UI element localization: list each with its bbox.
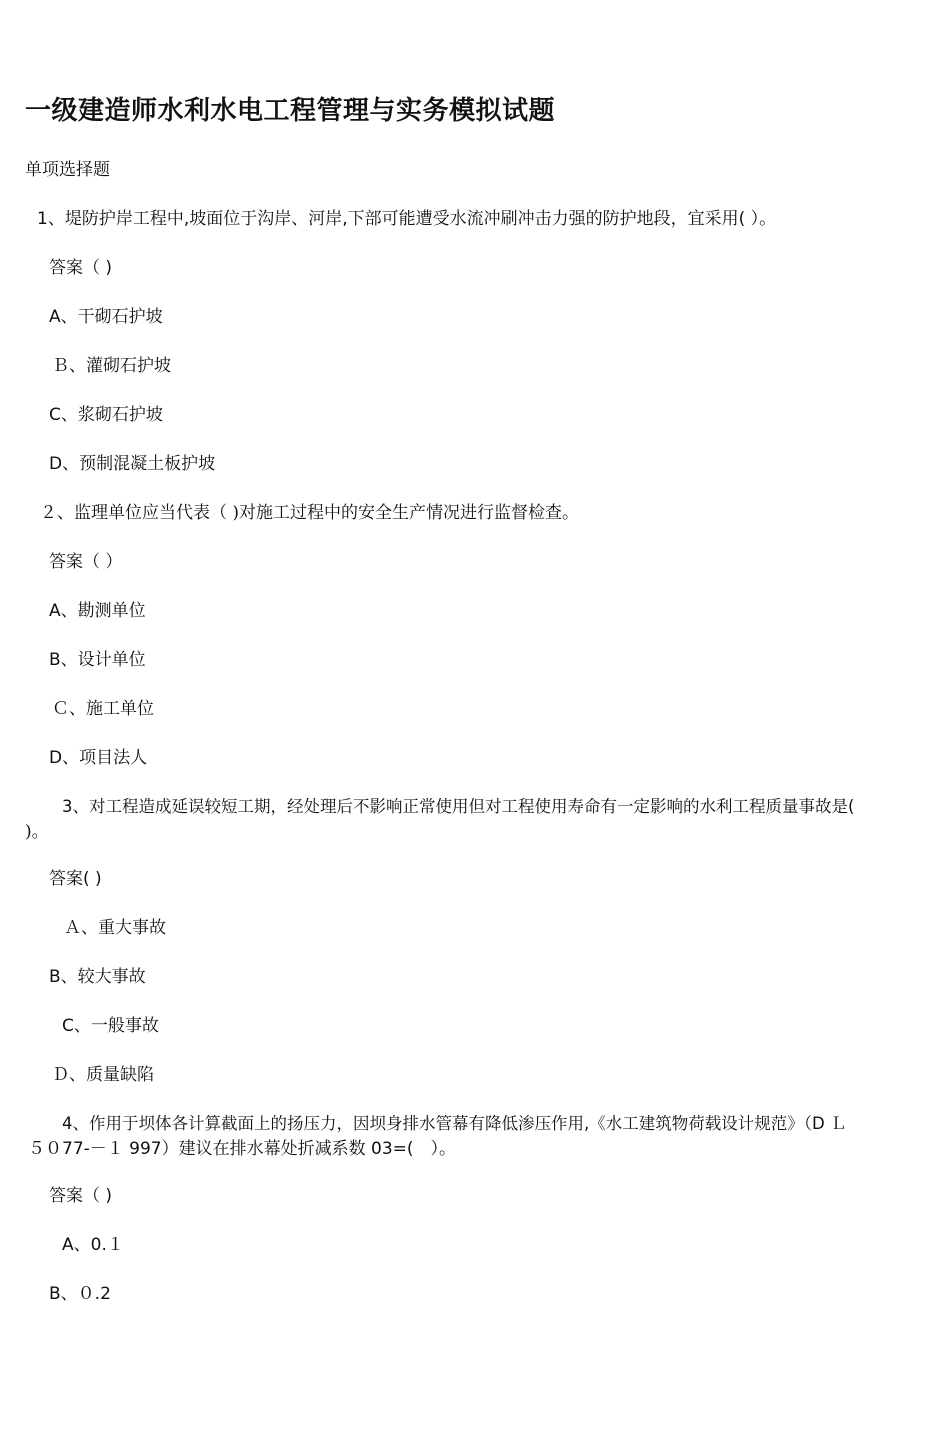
- question-2-option-d: D、项目法人: [49, 748, 148, 768]
- section-heading: 单项选择题: [25, 160, 110, 180]
- question-3-answer: 答案( ): [49, 869, 102, 889]
- question-3-stem-line-1: 3、对工程造成延误较短工期，经处理后不影响正常使用但对工程使用寿命有一定影响的水利工程质量事故是(: [62, 797, 855, 816]
- question-2-stem: ２、监理单位应当代表（ )对施工过程中的安全生产情况进行监督检查。: [40, 503, 580, 523]
- question-4-stem-line-1: 4、作用于坝体各计算截面上的扬压力，因坝身排水管幕有降低渗压作用,《水工建筑物荷载设计规范》（D Ｌ: [62, 1114, 847, 1133]
- question-1-answer: 答案（ ): [49, 258, 113, 278]
- question-1-stem: 1、堤防护岸工程中,坡面位于沟岸、河岸,下部可能遭受水流冲刷冲击力强的防护地段，宜采用( ）。: [37, 209, 777, 229]
- question-2-option-b: B、设计单位: [49, 650, 146, 670]
- question-2-answer: 答案（ ）: [49, 552, 123, 572]
- question-3-stem-line-2: )。: [25, 822, 49, 842]
- question-1-option-b: Ｂ、灌砌石护坡: [52, 356, 171, 376]
- question-4-stem-line-2: ５０77-－１ 997）建议在排水幕处折减系数 03=( ）。: [28, 1139, 457, 1159]
- question-4-option-a: A、0.１: [62, 1235, 124, 1255]
- question-3-option-b: B、较大事故: [49, 967, 146, 987]
- question-4-answer: 答案（ ): [49, 1186, 113, 1206]
- question-3-option-d: Ｄ、质量缺陷: [52, 1065, 154, 1085]
- question-2-option-c: Ｃ、施工单位: [52, 699, 154, 719]
- question-3-option-c: C、一般事故: [62, 1016, 159, 1036]
- document-title: 一级建造师水利水电工程管理与实务模拟试题: [25, 96, 556, 126]
- question-3-option-a: Ａ、重大事故: [64, 918, 166, 938]
- question-1-option-c: C、浆砌石护坡: [49, 405, 163, 425]
- question-1-option-a: A、干砌石护坡: [49, 307, 163, 327]
- question-2-option-a: A、勘测单位: [49, 601, 146, 621]
- question-1-option-d: D、预制混凝土板护坡: [49, 454, 216, 474]
- question-4-option-b: B、０.2: [49, 1284, 111, 1304]
